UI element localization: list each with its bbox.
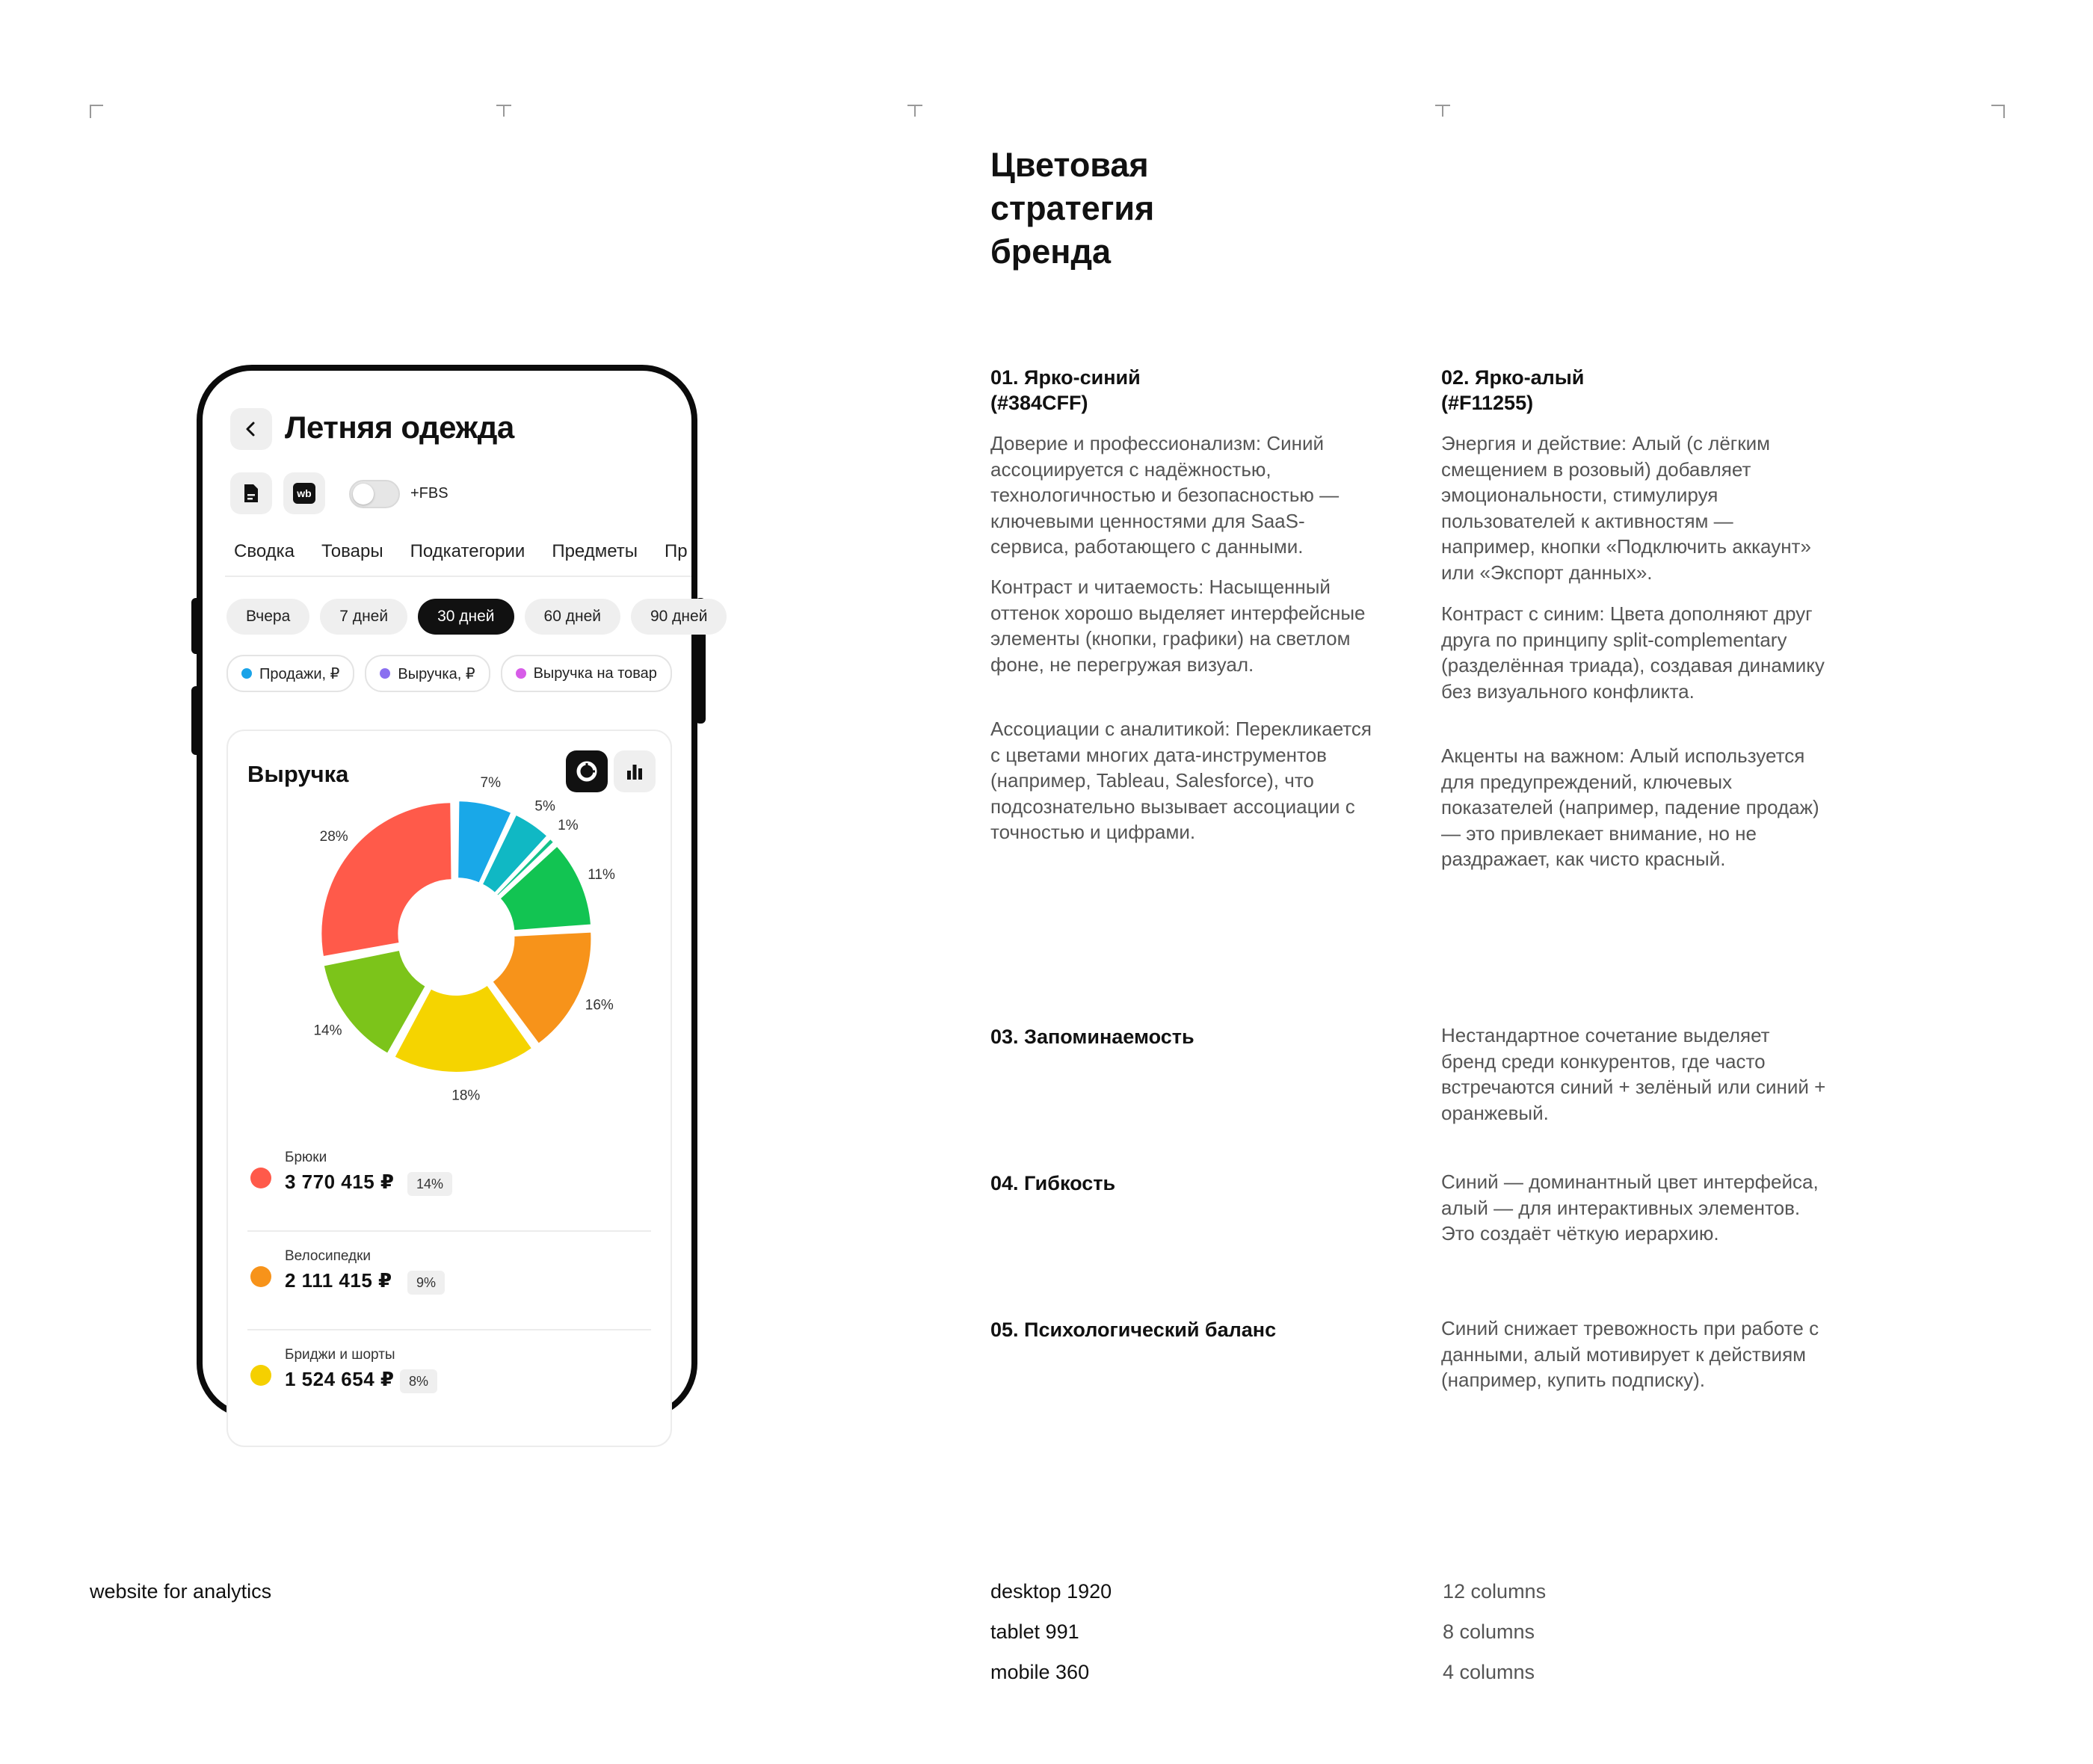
column-mark (496, 105, 511, 117)
donut-slice-label: 28% (319, 828, 348, 845)
breakpoint-grid: 4 columns (1443, 1661, 1535, 1683)
section-paragraph: Контраст и читаемость: Насыщенный оттенок хорошо выделяет интерфейсные элементы (кнопки, графики) на светлом фоне, не перегружая визуал. (990, 576, 1366, 676)
back-button[interactable] (230, 408, 272, 450)
section-heading-flexibility: 04. Гибкость (990, 1172, 1116, 1194)
revenue-card (226, 730, 672, 1447)
filter-label: Выручка на товар (533, 664, 657, 682)
phone-mockup (197, 365, 708, 1419)
breakpoint-device: desktop 1920 (990, 1580, 1112, 1603)
legend-name: Бриджи и шорты (285, 1347, 395, 1363)
filter-sales[interactable] (226, 655, 354, 692)
legend-item[interactable] (247, 1248, 654, 1316)
section-heading-blue (990, 365, 1141, 416)
donut-slice-label: 16% (585, 997, 614, 1014)
section-heading-line: 01. Ярко-синий (990, 366, 1141, 389)
section-heading-line: 02. Ярко-алый (1441, 366, 1585, 389)
document-icon (241, 483, 261, 504)
legend-divider (247, 1329, 651, 1330)
tabs-divider (225, 576, 691, 577)
legend-dot (250, 1168, 271, 1188)
footer-caption: website for analytics (90, 1580, 272, 1603)
tab-subcategories[interactable]: Подкатегории (410, 541, 525, 561)
section-heading-line: (#F11255) (1441, 392, 1534, 414)
donut-slice-label: 5% (534, 798, 555, 815)
revenue-donut-chart (228, 731, 673, 1150)
legend-dot (250, 1266, 271, 1287)
wb-button[interactable] (283, 472, 325, 514)
section-heading-line: (#384CFF) (990, 392, 1088, 414)
section-heading-memorability: 03. Запоминаемость (990, 1026, 1195, 1048)
section-paragraph: Синий — доминантный цвет интерфейса, алый — для интерактивных элементов. Это создаёт чёткую иерархию. (1441, 1171, 1819, 1245)
donut-slice[interactable] (321, 802, 451, 957)
tab-bar (234, 541, 688, 562)
section-paragraph: Нестандартное сочетание выделяет бренд среди конкурентов, где часто встречаются синий + зелёный или синий + оранжевый. (1441, 1024, 1826, 1124)
section-paragraph: Контраст с синим: Цвета дополняют друг друга по принципу split-complementary (разделённая триада), создавая динамику без визуального конфликта. (1441, 602, 1825, 703)
donut-slice-label: 18% (451, 1088, 481, 1104)
phone-screen (203, 371, 708, 1413)
donut-slice-label: 7% (480, 775, 501, 792)
period-chip-yesterday[interactable]: Вчера (226, 599, 309, 635)
legend-share: 8% (400, 1369, 437, 1393)
period-chip-7-days[interactable]: 7 дней (320, 599, 407, 635)
filter-label: Продажи, ₽ (259, 665, 340, 682)
section-paragraph: Акценты на важном: Алый используется для предупреждений, ключевых показателей (например, падение продаж) — это привлекает внимание, но не раздражает, как чисто красный. (1441, 744, 1819, 870)
card-title: Выручка (247, 761, 349, 787)
breakpoint-device: mobile 360 (990, 1661, 1090, 1683)
column-mark (1435, 105, 1450, 117)
legend-value: 3 770 415 ₽ (285, 1171, 395, 1193)
page-heading (990, 144, 1289, 274)
section-heading-scarlet (1441, 365, 1584, 416)
legend-item[interactable] (247, 1150, 654, 1217)
legend-dot (250, 1365, 271, 1386)
breakpoint-grid: 8 columns (1443, 1620, 1535, 1643)
legend-name: Брюки (285, 1150, 327, 1165)
section-heading-balance: 05. Психологический баланс (990, 1319, 1277, 1341)
chevron-left-icon (242, 420, 260, 438)
period-chips (226, 599, 727, 635)
period-chip-30-days[interactable]: 30 дней (418, 599, 514, 635)
donut-slice-label: 14% (313, 1023, 342, 1039)
document-button[interactable] (230, 472, 272, 514)
filter-dot (380, 668, 390, 679)
section-paragraph: Энергия и действие: Алый (с лёгким смещением в розовый) добавляет эмоциональности, стимулируя пользователей к активностям — например, кнопки «Подключить аккаунт» или «Экспорт данных». (1441, 432, 1811, 584)
heading-line: бренда (990, 232, 1112, 271)
metric-filters (226, 655, 672, 692)
filter-label: Выручка, ₽ (398, 665, 475, 682)
tab-summary[interactable]: Сводка (234, 541, 295, 561)
filter-dot (516, 668, 526, 679)
legend-name: Велосипедки (285, 1248, 372, 1264)
legend-item[interactable] (247, 1347, 654, 1414)
legend-divider (247, 1230, 651, 1232)
legend-share: 9% (407, 1271, 445, 1295)
fbs-label: +FBS (410, 485, 449, 502)
section-paragraph: Ассоциации с аналитикой: Перекликается с цветами многих дата-инструментов (например, Tableau, Salesforce), что подсознательно вызывает ассоциации с точностью и цифрами. (990, 718, 1372, 843)
breakpoint-grid: 12 columns (1443, 1580, 1547, 1603)
period-chip-60-days[interactable]: 60 дней (525, 599, 620, 635)
filter-revenue-per-item[interactable] (501, 655, 672, 692)
section-paragraph: Синий снижает тревожность при работе с данными, алый мотивирует к действиям (например, купить подписку). (1441, 1317, 1819, 1391)
column-mark (907, 105, 922, 117)
heading-line: Цветовая (990, 146, 1149, 184)
fbs-toggle[interactable] (349, 480, 400, 508)
filter-dot (241, 668, 252, 679)
wb-logo-label: wb (297, 487, 312, 499)
filter-revenue[interactable] (365, 655, 490, 692)
wb-logo-icon (293, 483, 315, 504)
crop-mark-top-right (1991, 105, 2005, 118)
tab-items[interactable]: Предметы (552, 541, 638, 561)
legend-share: 14% (407, 1172, 452, 1196)
crop-mark-top-left (90, 105, 103, 118)
breakpoint-device: tablet 991 (990, 1620, 1079, 1643)
section-paragraph: Доверие и профессионализм: Синий ассоциируется с надёжностью, технологичностью и безопасностью — ключевыми ценностями для SaaS-сервиса, работающего с данными. (990, 432, 1340, 558)
donut-slice-label: 1% (558, 818, 579, 834)
legend-value: 2 111 415 ₽ (285, 1269, 392, 1292)
tab-more[interactable]: Пр (665, 541, 688, 561)
legend-value: 1 524 654 ₽ (285, 1368, 395, 1390)
donut-slice-label: 11% (588, 866, 615, 883)
period-chip-90-days[interactable]: 90 дней (631, 599, 727, 635)
heading-line: стратегия (990, 189, 1155, 227)
tab-products[interactable]: Товары (321, 541, 383, 561)
page-title: Летняя одежда (285, 410, 514, 445)
